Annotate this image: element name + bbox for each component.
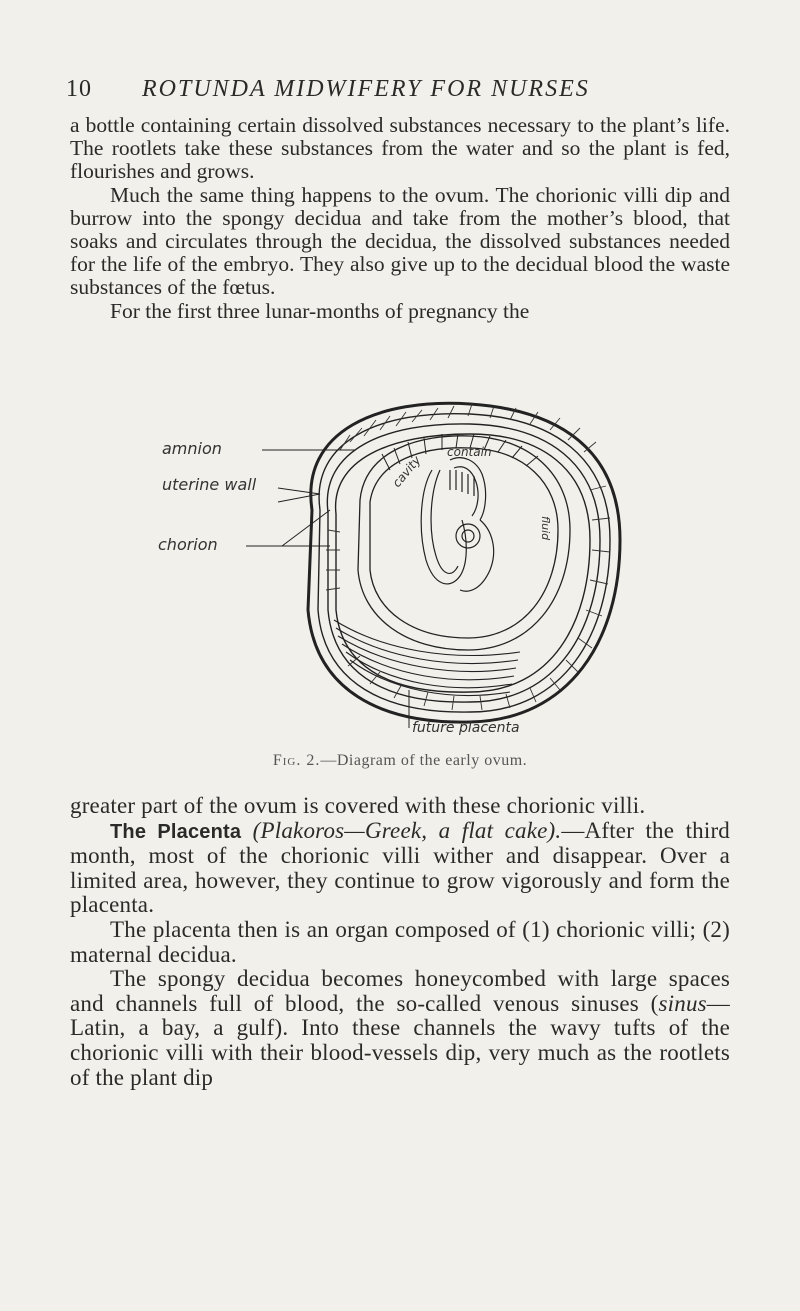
label-amnion: amnion <box>162 439 222 458</box>
placenta-heading: The Placenta <box>110 820 242 843</box>
paragraph-continuation: a bottle containing certain dissolved substances necessary to the plant’s life. The rootlets take these substances from the water and so the plant is fed, flourishes and grows. <box>70 113 730 184</box>
sinus-term: sinus <box>658 990 707 1016</box>
running-title: ROTUNDA MIDWIFERY FOR NURSES <box>142 76 590 102</box>
figure-caption-label: Fig. 2. <box>272 752 321 769</box>
label-top-handwriting: contain <box>447 445 492 459</box>
honeycomb-text-b: —Latin, a bay, a gulf). Into these channels the wavy tufts of the chorionic villi with their blood-vessels dip, very much as the rootlets of the plant dip <box>70 990 730 1090</box>
body-text-bottom <box>70 794 730 1090</box>
placenta-text: —After the third month, most of the chorionic villi wither and disappear. Over a limited area, however, they continue to grow vigorously and form the placenta. <box>70 817 731 918</box>
label-cavity: cavity <box>389 453 424 490</box>
paragraph-placenta <box>70 819 730 918</box>
honeycomb-text-a: The spongy decidua becomes honeycombed with large spaces and channels full of blood, the so-called venous sinuses ( <box>70 966 730 1016</box>
figure-caption-text: —Diagram of the early ovum. <box>320 752 528 769</box>
page-header <box>66 76 706 103</box>
body-text-top <box>70 114 730 323</box>
paragraph-first-months: For the first three lunar-months of pregnancy the <box>110 298 530 323</box>
paragraph-villi-continuation: greater part of the ovum is covered with these chorionic villi. <box>70 793 646 818</box>
figure-caption <box>0 752 800 770</box>
label-right-handwriting: fluid <box>539 516 552 541</box>
page-number: 10 <box>66 76 92 102</box>
ovum-diagram <box>150 390 650 740</box>
placenta-etymology: (Plakoros—Greek, a flat cake). <box>252 817 562 843</box>
paragraph-honeycomb <box>70 967 730 1090</box>
ovum-diagram-svg <box>150 390 650 740</box>
label-future-placenta: future placenta <box>412 720 520 736</box>
paragraph-ovum: Much the same thing happens to the ovum. The chorionic villi dip and burrow into the spongy decidua and take from the mother’s blood, that soaks and circulates through the decidua, the dissolved substances needed for the life of the embryo. They also give up to the decidual blood the waste substances of the fœtus. <box>70 182 730 300</box>
paragraph-placenta-composition: The placenta then is an organ composed of (1) chorionic villi; (2) maternal decidua. <box>70 916 730 967</box>
label-uterine-wall: uterine wall <box>162 475 257 494</box>
label-chorion: chorion <box>158 535 218 554</box>
